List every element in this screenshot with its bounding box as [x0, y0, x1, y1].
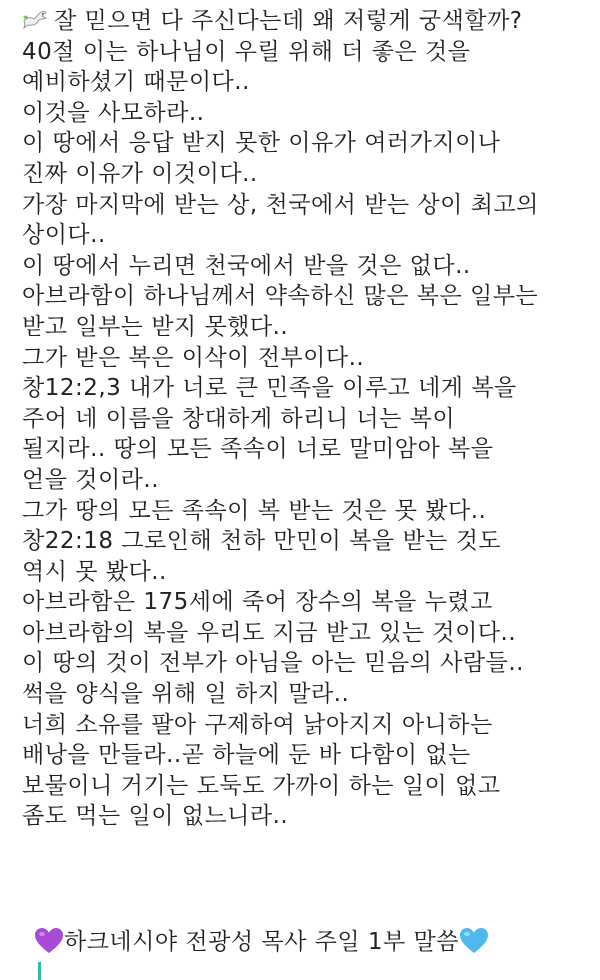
note-body[interactable]: [22, 6, 592, 832]
note-line: 될지라.. 땅의 모든 족속이 너로 말미암아 복을: [22, 436, 494, 463]
note-line: 진짜 이유가 이것이다..: [22, 160, 258, 187]
note-line: 창22:18 그로인해 천하 만민이 복을 받는 것도: [22, 528, 502, 555]
text-cursor: [38, 962, 41, 980]
note-line: 얻을 것이라..: [22, 466, 160, 493]
note-line: 아브라함의 복을 우리도 지금 받고 있는 것이다..: [22, 619, 517, 646]
note-line: 창12:2,3 내가 너로 큰 민족을 이루고 네게 복을: [22, 375, 517, 402]
note-line: 배낭을 만들라..곧 하늘에 둔 바 다함이 없는: [22, 742, 471, 769]
note-line: 이 땅에서 응답 받지 못한 이유가 여러가지이나: [22, 130, 501, 157]
note-line: 그가 땅의 모든 족속이 복 받는 것은 못 봤다..: [22, 497, 487, 524]
note-line: 40절 이는 하나님이 우릴 위해 더 좋은 것을: [22, 38, 471, 65]
note-line: 좀도 먹는 일이 없느니라..: [22, 803, 289, 830]
note-line: 받고 일부는 받지 못했다..: [22, 313, 289, 340]
note-line: [22, 6, 592, 37]
note-line: 역시 못 봤다..: [22, 558, 167, 585]
note-line: 보물이니 거기는 도둑도 가까이 하는 일이 없고: [22, 772, 501, 799]
note-line: 아브라함이 하나님께서 약속하신 많은 복은 일부는: [22, 283, 539, 310]
note-line: 그가 받은 복은 이삭이 전부이다..: [22, 344, 365, 371]
dove-icon: [22, 9, 48, 31]
note-line: 너희 소유를 팔아 구제하여 낡아지지 아니하는: [22, 711, 493, 738]
sermon-credit-text: 하크네시야 전광성 목사 주일 1부 말씀: [64, 929, 459, 955]
note-line: 이것을 사모하라..: [22, 99, 205, 126]
note-line: 가장 마지막에 받는 상, 천국에서 받는 상이 최고의: [22, 191, 539, 218]
note-line: 예비하셨기 때문이다..: [22, 69, 250, 96]
note-line: 이 땅의 것이 전부가 아님을 아는 믿음의 사람들..: [22, 650, 524, 677]
purple-heart-icon: [34, 927, 64, 954]
note-line: 썩을 양식을 위해 일 하지 말라..: [22, 681, 350, 708]
blue-heart-icon: [459, 927, 489, 954]
note-line: 이 땅에서 누리면 천국에서 받을 것은 없다..: [22, 252, 471, 279]
note-line: 상이다..: [22, 222, 106, 249]
note-line: 아브라함은 175세에 죽어 장수의 복을 누렸고: [22, 589, 493, 616]
sermon-credit: [34, 925, 489, 959]
note-line: 주어 네 이름을 창대하게 하리니 너는 복이: [22, 405, 456, 432]
note-line-text: 잘 믿으면 다 주신다는데 왜 저렇게 궁색할까?: [54, 8, 523, 34]
